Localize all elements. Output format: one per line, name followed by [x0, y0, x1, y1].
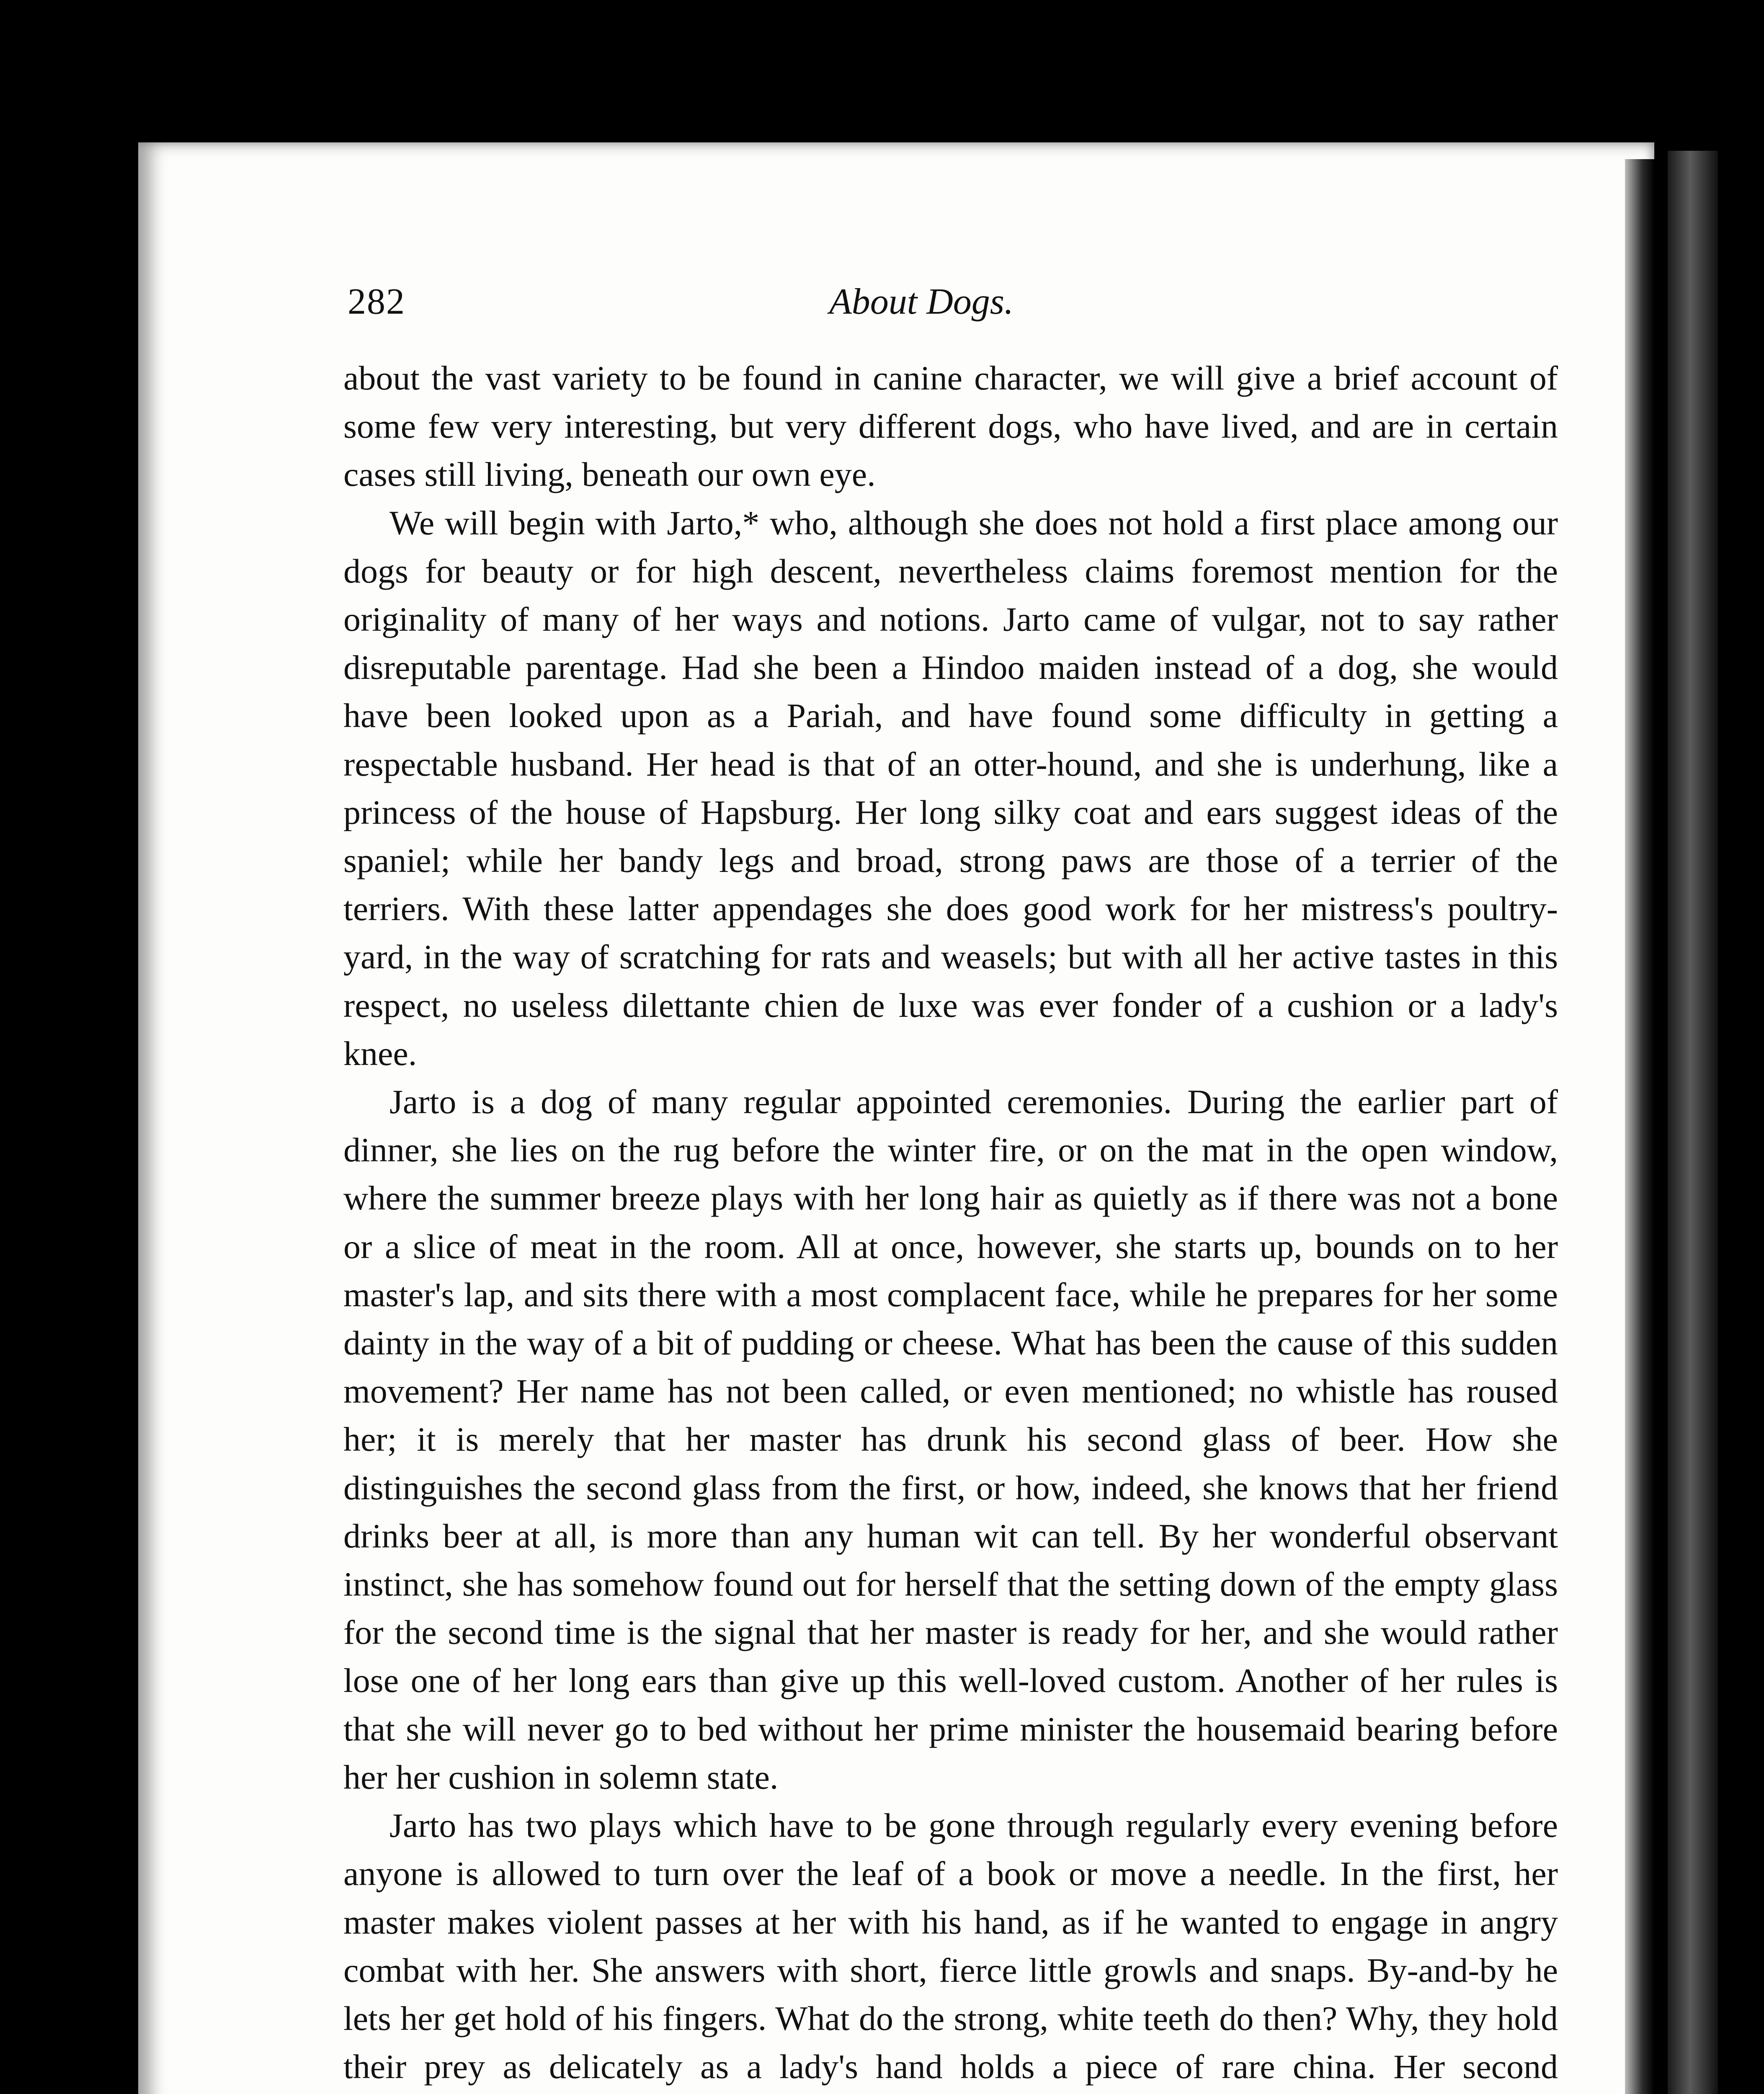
paragraph: about the vast variety to be found in canine character, we will give a brief account of some few very interesting, but very different dogs, who have lived, and are in certain cases still living, beneath our own eye. — [343, 359, 1558, 494]
book-spine-edge — [1668, 151, 1718, 2094]
paragraph: Jarto has two plays which have to be gone through regularly every evening before anyone is allowed to turn over the leaf of a book or move a needle. In the first, her master makes violent passes at her with his hand, as if he wanted to engage in angry combat with her. She answers with short, fierce little growls and snaps. By-and-by he lets her get hold of his fingers. What do the strong, white teeth do then? Why, they hold their prey as delicately as a lady's hand holds a piece of rare china. Her second — [343, 1806, 1558, 2086]
running-head — [348, 281, 1562, 335]
running-title: About Dogs. — [829, 281, 1014, 322]
paragraph: We will begin with Jarto,* who, although she does not hold a first place among our dogs for beauty or for high descent, nevertheless claims foremost mention for the originality of many of her ways and notions. Jarto came of vulgar, not to say rather disreputable parentage. Had she been a Hindoo maiden instead of a dog, she would have been looked upon as a Pariah, and have found some difficulty in getting a respectable husband. Her head is that of an otter-hound, and she is underhung, like a princess of the house of Hapsburg. Her long silky coat and ears suggest ideas of the spaniel; while her bandy legs and broad, strong paws are those of a terrier of the terriers. With these latter appendages she does good work for her mistress's poultry-yard, in the way of scratching for rats and weasels; but with all her active tastes in this respect, no useless dilettante chien de luxe was ever fonder of a cushion or a lady's knee. — [343, 503, 1558, 1073]
paragraph: Jarto is a dog of many regular appointed ceremonies. During the earlier part of dinner, she lies on the rug before the winter fire, or on the mat in the open window, where the summer breeze plays with her long hair as quietly as if there was not a bone or a slice of meat in the room. All at once, however, she starts up, bounds on to her master's lap, and sits there with a most complacent face, while he prepares for her some dainty in the way of a bit of pudding or cheese. What has been the cause of this sudden movement? Her name has not been called, or even mentioned; no whistle has roused her; it is merely that her master has drunk his second glass of beer. How she distinguishes the second glass from the first, or how, indeed, she knows that her friend drinks beer at all, is more than any human wit can tell. By her wonderful observant instinct, she has somehow found out for herself that the setting down of the empty glass for the second time is the signal that her master is ready for her, and she would rather lose one of her long ears than give up this well-loved custom. Another of her rules is that she will never go to bed without her prime minister the housemaid bearing before her her cushion in solemn state. — [343, 1083, 1558, 1796]
page-edge-shadow — [1625, 159, 1654, 2094]
page-number: 282 — [348, 281, 405, 322]
body-text — [343, 354, 1558, 2094]
